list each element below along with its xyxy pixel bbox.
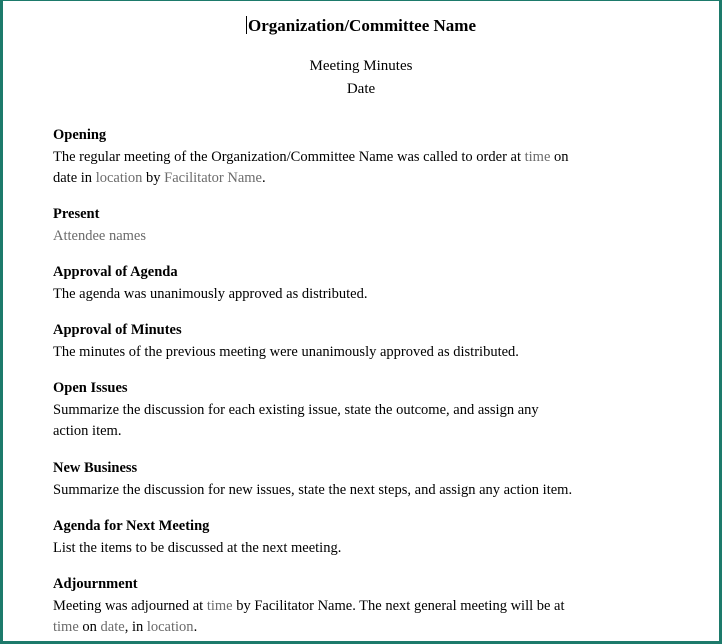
open-issues-line-1: Summarize the discussion for each existing issue, state the outcome, and assign any <box>53 401 539 418</box>
new-business-text: Summarize the discussion for new issues, state the next steps, and assign any action item. <box>53 481 573 498</box>
section-agenda-for-next-meeting[interactable] <box>53 516 341 559</box>
document-page[interactable] <box>3 1 719 641</box>
section-new-business[interactable] <box>53 458 572 501</box>
section-approval-of-agenda[interactable] <box>53 262 368 305</box>
opening-text-1: The regular meeting of the Organization/Committee Name was called to order at <box>53 148 525 165</box>
date-placeholder-inline[interactable]: date <box>100 619 125 635</box>
time-placeholder[interactable]: time <box>524 148 551 165</box>
adjournment-line-1 <box>53 596 638 618</box>
adjournment-text-4: , in <box>124 619 147 635</box>
adjournment-line-2 <box>53 617 638 639</box>
section-heading-present: Present <box>53 206 100 222</box>
section-heading-agenda-for-next-meeting: Agenda for Next Meeting <box>53 518 210 534</box>
opening-line-1 <box>53 147 638 169</box>
agenda-for-next-meeting-text: List the items to be discussed at the next meeting. <box>53 539 342 556</box>
approval-of-minutes-text: The minutes of the previous meeting were unanimously approved as distributed. <box>53 343 519 360</box>
facilitator-placeholder[interactable]: Facilitator Name <box>164 170 262 186</box>
meeting-minutes-subtitle[interactable]: Meeting Minutes <box>309 58 413 74</box>
location-placeholder[interactable]: location <box>95 170 143 186</box>
opening-text-5: . <box>262 170 266 186</box>
location-placeholder[interactable]: location <box>146 619 194 635</box>
section-heading-open-issues: Open Issues <box>53 380 128 396</box>
adjournment-text-2: by Facilitator Name. The next general meeting will be at <box>232 597 565 614</box>
section-open-issues[interactable] <box>53 378 539 443</box>
opening-line-2 <box>53 168 638 190</box>
section-heading-new-business: New Business <box>53 460 138 476</box>
section-opening[interactable] <box>53 125 638 190</box>
organization-title[interactable] <box>3 14 719 38</box>
opening-text-4: by <box>142 170 165 186</box>
section-approval-of-minutes[interactable] <box>53 320 519 363</box>
organization-title-text: Organization/Committee Name <box>247 16 477 35</box>
adjournment-text-1: Meeting was adjourned at <box>53 597 207 614</box>
text-cursor <box>246 16 247 34</box>
section-heading-adjournment: Adjournment <box>53 576 138 592</box>
attendee-names-placeholder[interactable]: Attendee names <box>53 227 147 244</box>
section-present[interactable] <box>53 204 146 247</box>
section-heading-opening: Opening <box>53 127 107 143</box>
open-issues-line-2: action item. <box>53 423 122 439</box>
section-heading-approval-of-agenda: Approval of Agenda <box>53 264 178 280</box>
time-placeholder[interactable]: time <box>53 619 79 635</box>
opening-text-2: on <box>550 148 569 165</box>
adjournment-text-5: . <box>193 619 198 635</box>
date-placeholder[interactable]: Date <box>346 81 376 97</box>
adjournment-text-3: on <box>78 619 101 635</box>
approval-of-agenda-text: The agenda was unanimously approved as distributed. <box>53 285 368 302</box>
section-adjournment[interactable] <box>53 574 638 639</box>
section-heading-approval-of-minutes: Approval of Minutes <box>53 322 182 338</box>
opening-text-3: date in <box>53 170 96 186</box>
time-placeholder[interactable]: time <box>206 597 233 614</box>
